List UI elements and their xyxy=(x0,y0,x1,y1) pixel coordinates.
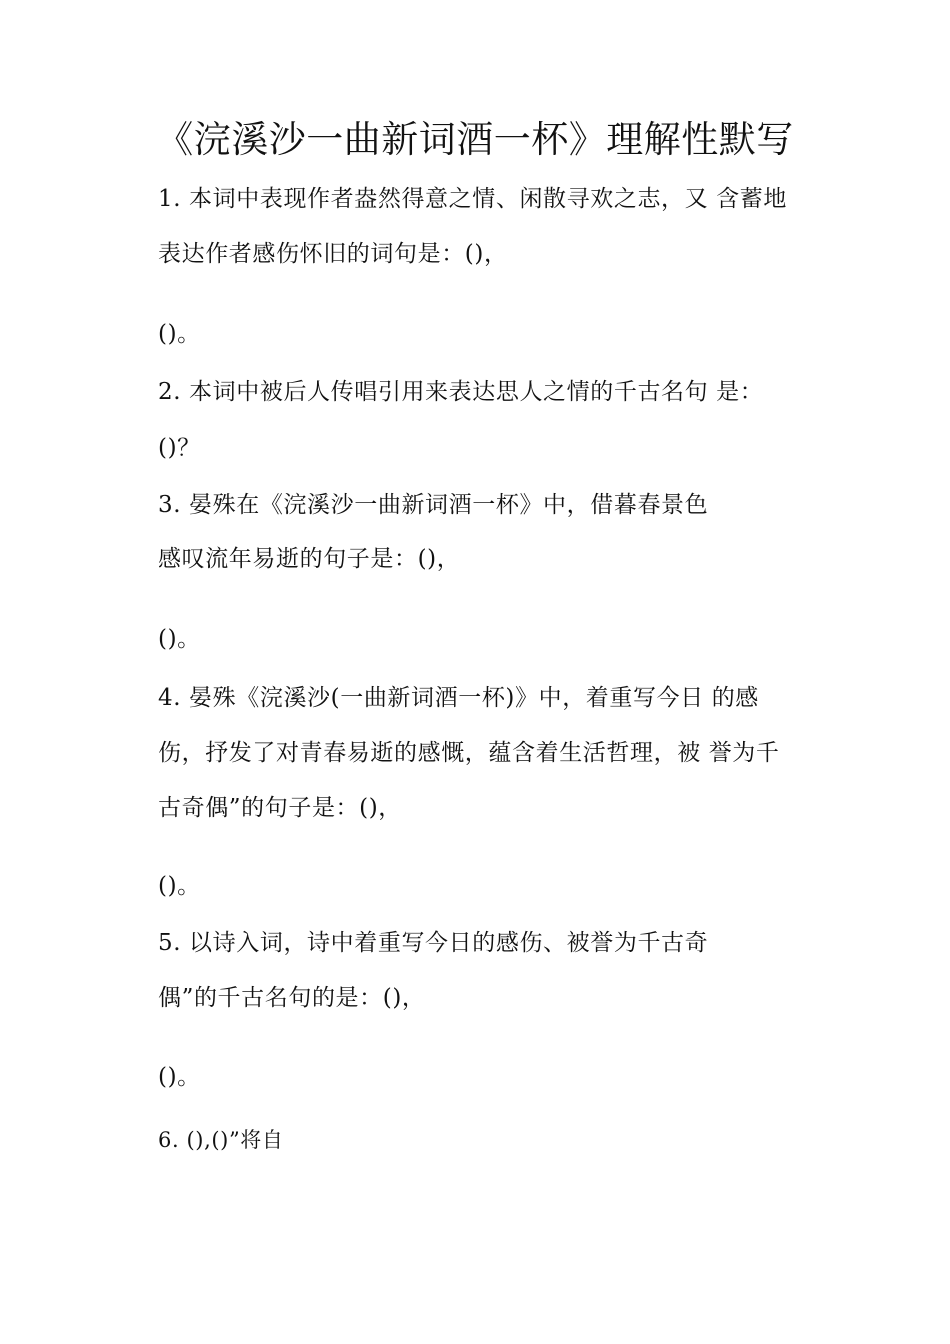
q4-answer-blank: ()。 xyxy=(158,873,201,899)
q3-line-2: 感叹流年易逝的句子是：()， xyxy=(158,546,461,572)
q5-line-2: 偶”的千古名句的是：()， xyxy=(158,985,426,1011)
q5-line-1: 5. 以诗入词，诗中着重写今日的感伤、被誉为千古奇 xyxy=(158,930,709,956)
q2-answer-blank: ()？ xyxy=(158,435,201,461)
q4-line-1: 4. 晏殊《浣溪沙(一曲新词酒一杯)》中，着重写今日 的感 xyxy=(158,685,759,711)
q1-answer-blank: ()。 xyxy=(158,321,201,347)
q6-line-1: 6. (),()”将自 xyxy=(158,1128,284,1152)
q4-line-3: 古奇偶”的句子是：()， xyxy=(158,795,402,821)
q5-answer-blank: ()。 xyxy=(158,1064,201,1090)
q1-line-1: 1. 本词中表现作者盎然得意之情、闲散寻欢之志，又 含蓄地 xyxy=(158,186,787,212)
q3-line-1: 3. 晏殊在《浣溪沙一曲新词酒一杯》中，借暮春景色 xyxy=(158,492,709,518)
q3-answer-blank: ()。 xyxy=(158,626,201,652)
q2-line-1: 2. 本词中被后人传唱引用来表达思人之情的千古名句 是： xyxy=(158,379,764,405)
q1-line-2: 表达作者感伤怀旧的词句是：()， xyxy=(158,241,508,267)
q4-line-2: 伤，抒发了对青春易逝的感慨，蕴含着生活哲理，被 誉为千 xyxy=(158,740,780,766)
page-title: 《浣溪沙一曲新词酒一杯》理解性默写 xyxy=(156,118,794,161)
